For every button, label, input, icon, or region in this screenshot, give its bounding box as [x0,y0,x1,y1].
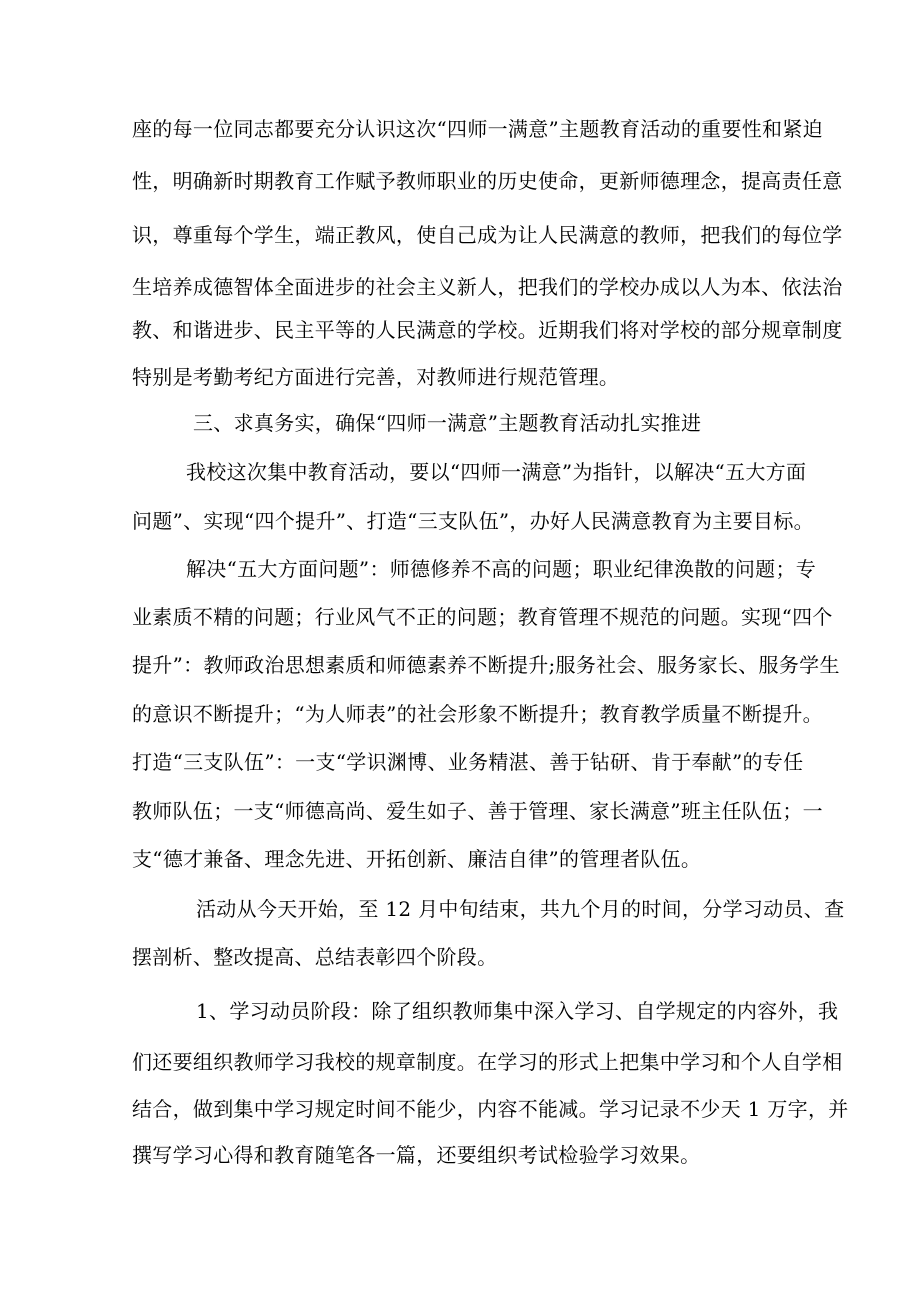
text-line: 问题”、实现“四个提升”、打造“三支队伍”，办好人民满意教育为主要目标。 [132,509,814,533]
text-line: 特别是考勤考纪方面进行完善，对教师进行规范管理。 [132,365,620,389]
text-line: 我校这次集中教育活动，要以“四师一满意”为指针，以解决“五大方面 [186,460,807,484]
text-line: 提升”：教师政治思想素质和师德素养不断提升;服务社会、服务家长、服务学生 [132,653,840,677]
text-line: 1、学习动员阶段：除了组织教师集中深入学习、自学规定的内容外，我 [196,999,839,1023]
text-line: 们还要组织教师学习我校的规章制度。在学习的形式上把集中学习和个人自学相 [132,1050,843,1074]
text-line: 业素质不精的问题；行业风气不正的问题；教育管理不规范的问题。实现“四个 [132,605,833,629]
text-line: 生培养成德智体全面进步的社会主义新人，把我们的学校办成以人为本、依法治 [132,275,843,299]
text-line: 的意识不断提升；“为人师表”的社会形象不断提升；教育教学质量不断提升。 [132,702,823,726]
text-line: 识，尊重每个学生，端正教风，使自己成为让人民满意的教师，把我们的每位学 [132,223,843,247]
text-line: 教师队伍；一支“师德高尚、爱生如子、善于管理、家长满意”班主任队伍；一 [132,799,823,823]
text-line: 性，明确新时期教育工作赋予教师职业的历史使命，更新师德理念，提高责任意 [132,169,843,193]
text-line: 活动从今天开始，至 12 月中旬结束，共九个月的时间，分学习动员、查 [196,897,845,921]
section-heading: 三、求真务实，确保“四师一满意”主题教育活动扎实推进 [193,411,702,435]
text-line: 座的每一位同志都要充分认识这次“四师一满意”主题教育活动的重要性和紧迫 [132,117,823,141]
text-line: 撰写学习心得和教育随笔各一篇，还要组织考试检验学习效果。 [132,1143,701,1167]
text-line: 打造“三支队伍”：一支“学识渊博、业务精湛、善于钻研、肯于奉献”的专任 [132,750,804,774]
text-line: 解决“五大方面问题”：师德修养不高的问题；职业纪律涣散的问题；专 [186,557,817,581]
text-line: 支“德才兼备、理念先进、开拓创新、廉洁自律”的管理者队伍。 [132,847,702,871]
text-line: 结合，做到集中学习规定时间不能少，内容不能减。学习记录不少天 1 万字，并 [132,1097,849,1121]
text-line: 摆剖析、整改提高、总结表彰四个阶段。 [132,945,498,969]
text-line: 教、和谐进步、民主平等的人民满意的学校。近期我们将对学校的部分规章制度 [132,318,843,342]
